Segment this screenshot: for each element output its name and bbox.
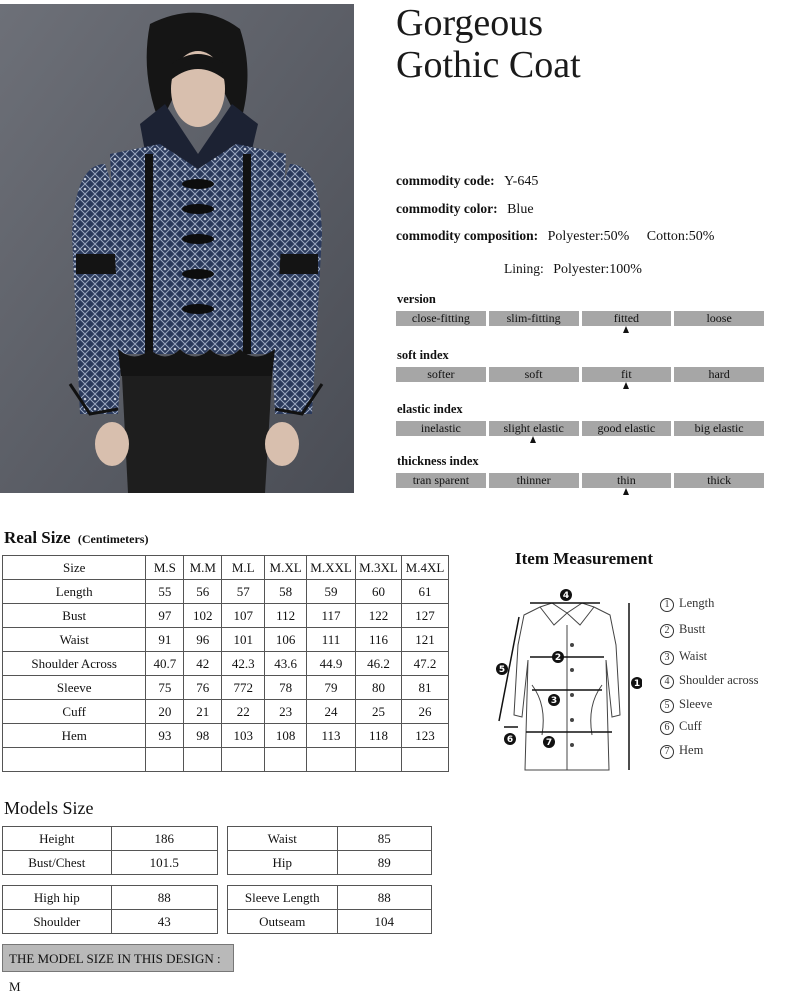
composition-value-1: Polyester:50%	[547, 229, 630, 244]
size-cell: 106	[265, 628, 307, 652]
size-row-label: Bust	[3, 604, 146, 628]
elastic-index-option: good elastic	[582, 421, 672, 436]
size-row-label: Shoulder Across	[3, 652, 146, 676]
legend-label: Waist	[679, 649, 708, 663]
legend-number: 5	[660, 699, 674, 713]
size-cell: 78	[265, 676, 307, 700]
size-row	[3, 580, 449, 604]
size-cell: 96	[184, 628, 222, 652]
size-cell: 117	[307, 604, 356, 628]
size-cell: 47.2	[401, 652, 448, 676]
elastic-index-option: big elastic	[674, 421, 764, 436]
size-row	[3, 700, 449, 724]
version-option: close-fitting	[396, 311, 486, 326]
size-cell	[401, 748, 448, 772]
svg-text:4: 4	[562, 591, 570, 601]
model-label: Hip	[228, 851, 338, 875]
legend-item	[660, 673, 759, 689]
model-label: High hip	[3, 886, 112, 910]
product-title	[396, 2, 581, 86]
legend-label: Cuff	[679, 719, 702, 733]
version-option: fitted	[582, 311, 672, 326]
size-cell: 127	[401, 604, 448, 628]
elastic-index-title: elastic index	[397, 402, 463, 416]
legend-item	[660, 649, 707, 665]
size-cell: 79	[307, 676, 356, 700]
svg-text:2: 2	[554, 653, 562, 663]
size-cell: 56	[184, 580, 222, 604]
legend-number: 3	[660, 651, 674, 665]
size-cell: 97	[146, 604, 184, 628]
svg-text:6: 6	[506, 735, 514, 745]
size-cell: 121	[401, 628, 448, 652]
size-row	[3, 676, 449, 700]
elastic-index-option: slight elastic	[489, 421, 579, 436]
legend-number: 6	[660, 721, 674, 735]
elastic-index-marker-icon	[530, 436, 536, 443]
thickness-index-bar	[396, 473, 764, 488]
model-table-2	[227, 826, 432, 875]
legend-label: Hem	[679, 743, 704, 757]
size-row	[3, 724, 449, 748]
soft-index-option: soft	[489, 367, 579, 382]
size-cell	[307, 748, 356, 772]
model-value: 88	[337, 886, 431, 910]
size-cell: 103	[222, 724, 265, 748]
version-title: version	[397, 292, 436, 306]
size-cell: 101	[222, 628, 265, 652]
soft-index-option: fit	[582, 367, 672, 382]
size-cell: 60	[356, 580, 402, 604]
size-row	[3, 748, 449, 772]
size-cell: 26	[401, 700, 448, 724]
size-cell: 116	[356, 628, 402, 652]
size-cell: 113	[307, 724, 356, 748]
real-size-table	[2, 555, 449, 772]
svg-text:7: 7	[545, 738, 553, 748]
legend-label: Bustt	[679, 622, 706, 636]
size-cell: 23	[265, 700, 307, 724]
size-header-cell: M.XXL	[307, 556, 356, 580]
legend-item	[660, 743, 703, 759]
model-label: Bust/Chest	[3, 851, 112, 875]
size-cell: 772	[222, 676, 265, 700]
thickness-index-option: thick	[674, 473, 764, 488]
model-value: 186	[111, 827, 217, 851]
size-cell: 93	[146, 724, 184, 748]
size-cell: 24	[307, 700, 356, 724]
version-bar	[396, 311, 764, 326]
legend-item	[660, 719, 702, 735]
size-cell: 20	[146, 700, 184, 724]
soft-index-title: soft index	[397, 348, 449, 362]
legend-label: Length	[679, 596, 715, 610]
model-value: 43	[111, 910, 217, 934]
legend-item	[660, 596, 714, 612]
title-line-2: Gothic Coat	[396, 44, 581, 86]
size-cell: 22	[222, 700, 265, 724]
size-cell: 21	[184, 700, 222, 724]
product-photo	[0, 4, 354, 493]
thickness-index-option: thinner	[489, 473, 579, 488]
soft-index-option: softer	[396, 367, 486, 382]
size-row-label: Hem	[3, 724, 146, 748]
version-marker-icon	[623, 326, 629, 333]
commodity-code-label: commodity code:	[396, 173, 495, 188]
size-cell: 59	[307, 580, 356, 604]
size-header-cell: M.4XL	[401, 556, 448, 580]
size-header-row	[3, 556, 449, 580]
composition-value-2: Cotton:50%	[646, 229, 715, 244]
size-cell	[222, 748, 265, 772]
legend-item	[660, 622, 705, 638]
size-cell: 40.7	[146, 652, 184, 676]
size-cell	[184, 748, 222, 772]
model-label: Shoulder	[3, 910, 112, 934]
size-cell	[356, 748, 402, 772]
model-value: 88	[111, 886, 217, 910]
real-size-title	[4, 528, 148, 548]
size-cell: 58	[265, 580, 307, 604]
legend-number: 4	[660, 675, 674, 689]
size-cell: 46.2	[356, 652, 402, 676]
soft-index-marker-icon	[623, 382, 629, 389]
size-row-label: Waist	[3, 628, 146, 652]
legend-number: 1	[660, 598, 674, 612]
title-line-1: Gorgeous	[396, 2, 544, 44]
size-cell: 112	[265, 604, 307, 628]
model-table-4	[227, 885, 432, 934]
size-cell: 108	[265, 724, 307, 748]
version-option: loose	[674, 311, 764, 326]
soft-index-option: hard	[674, 367, 764, 382]
size-cell: 111	[307, 628, 356, 652]
legend-number: 7	[660, 745, 674, 759]
model-value: 85	[337, 827, 432, 851]
size-cell: 107	[222, 604, 265, 628]
thickness-index-option: tran sparent	[396, 473, 486, 488]
commodity-color	[396, 201, 534, 218]
commodity-color-label: commodity color:	[396, 201, 498, 216]
legend-number: 2	[660, 624, 674, 638]
model-size-note: THE MODEL SIZE IN THIS DESIGN : M	[2, 944, 234, 972]
model-value: 89	[337, 851, 432, 875]
size-cell	[265, 748, 307, 772]
elastic-index-bar	[396, 421, 764, 436]
size-cell: 123	[401, 724, 448, 748]
model-label: Sleeve Length	[228, 886, 338, 910]
size-cell: 61	[401, 580, 448, 604]
size-cell: 42.3	[222, 652, 265, 676]
model-table-1	[2, 826, 218, 875]
size-cell: 42	[184, 652, 222, 676]
soft-index-bar	[396, 367, 764, 382]
size-header-cell: M.XL	[265, 556, 307, 580]
item-measurement-title: Item Measurement	[515, 549, 654, 568]
version-option: slim-fitting	[489, 311, 579, 326]
model-label: Waist	[228, 827, 338, 851]
models-size-title: Models Size	[4, 798, 94, 818]
size-cell: 81	[401, 676, 448, 700]
model-value: 101.5	[111, 851, 217, 875]
size-cell: 98	[184, 724, 222, 748]
size-cell: 44.9	[307, 652, 356, 676]
legend-item	[660, 697, 712, 713]
commodity-code-value: Y-645	[504, 174, 539, 189]
commodity-composition-label: commodity composition:	[396, 228, 539, 243]
size-header-cell: Size	[3, 556, 146, 580]
legend-label: Sleeve	[679, 697, 713, 711]
size-cell: 75	[146, 676, 184, 700]
size-cell: 122	[356, 604, 402, 628]
real-size-unit: (Centimeters)	[77, 532, 149, 546]
size-cell: 102	[184, 604, 222, 628]
thickness-index-marker-icon	[623, 488, 629, 495]
size-row-label: Length	[3, 580, 146, 604]
size-row-label: Sleeve	[3, 676, 146, 700]
legend-label: Shoulder across	[679, 673, 759, 687]
size-header-cell: M.S	[146, 556, 184, 580]
commodity-code	[396, 173, 538, 190]
thickness-index-option: thin	[582, 473, 672, 488]
size-header-cell: M.M	[184, 556, 222, 580]
lining-label: Lining:	[504, 261, 544, 276]
model-label: Outseam	[228, 910, 338, 934]
size-row-label	[3, 748, 146, 772]
svg-text:1: 1	[633, 679, 641, 689]
size-cell: 76	[184, 676, 222, 700]
size-cell: 80	[356, 676, 402, 700]
size-cell: 25	[356, 700, 402, 724]
size-cell: 43.6	[265, 652, 307, 676]
size-header-cell: M.3XL	[356, 556, 402, 580]
size-cell: 55	[146, 580, 184, 604]
real-size-heading: Real Size	[4, 528, 71, 547]
lining-value: Polyester:100%	[553, 262, 642, 277]
size-cell	[146, 748, 184, 772]
thickness-index-title: thickness index	[397, 454, 479, 468]
svg-text:5: 5	[498, 665, 506, 675]
svg-text:3: 3	[550, 696, 558, 706]
model-value: 104	[337, 910, 431, 934]
size-cell: 57	[222, 580, 265, 604]
model-table-3	[2, 885, 218, 934]
commodity-composition	[396, 228, 714, 245]
elastic-index-option: inelastic	[396, 421, 486, 436]
commodity-color-value: Blue	[507, 202, 534, 217]
size-row	[3, 652, 449, 676]
coat-measurement-diagram	[492, 585, 642, 775]
size-header-cell: M.L	[222, 556, 265, 580]
size-cell: 91	[146, 628, 184, 652]
size-row	[3, 604, 449, 628]
size-cell: 118	[356, 724, 402, 748]
size-row	[3, 628, 449, 652]
model-label: Height	[3, 827, 112, 851]
size-row-label: Cuff	[3, 700, 146, 724]
lining	[504, 261, 642, 278]
